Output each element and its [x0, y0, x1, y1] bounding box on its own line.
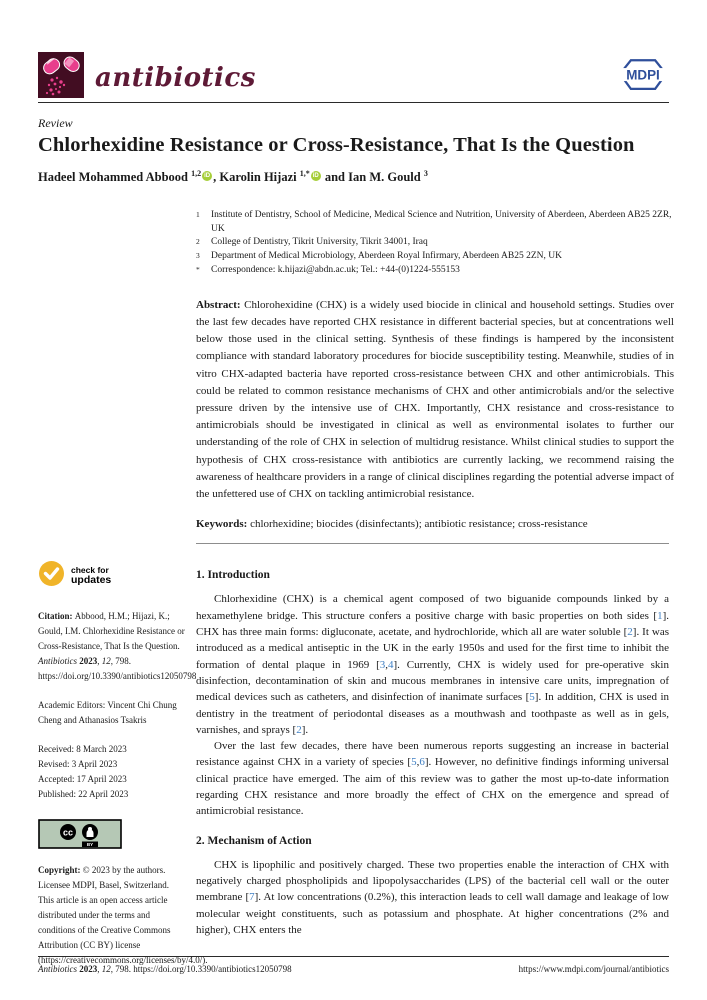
article-title: Chlorhexidine Resistance or Cross-Resistance, That Is the Question: [38, 134, 635, 156]
author-separator: and: [321, 169, 349, 184]
citation-ref[interactable]: 6: [419, 756, 425, 769]
author-name: Ian M. Gould: [348, 169, 421, 184]
page-header: [38, 55, 669, 103]
section-heading: 2. Mechanism of Action: [196, 834, 312, 847]
author-affil-sup: 1,2: [191, 168, 202, 178]
body-paragraph: CHX is lipophilic and positively charged. These two properties enable the interaction of CHX with negatively charged phospholipids and lipopolysaccharides (LPS) of the bacterial cell wall or the outer membrane [7]. At low concentrations (0.2%), this interaction leads to cell wall damage and leakage of low molecular weight constituents, such as potassium and phosphate. At higher concentrations (2% and higher), CHX enters the: [196, 858, 670, 937]
svg-text:MDPI: MDPI: [626, 67, 660, 83]
author-line: [38, 169, 669, 185]
affiliation-marker: 2: [196, 237, 200, 247]
affiliation-text: Institute of Dentistry, School of Medicine, Medical Science and Nutrition, University of Aberdeen, Aberdeen AB25 2ZR, UK: [211, 209, 672, 234]
footer-journal-url[interactable]: https://www.mdpi.com/journal/antibiotics: [518, 964, 669, 974]
journal-logo[interactable]: [38, 52, 256, 103]
citation-ref[interactable]: 5: [411, 756, 417, 769]
citation-ref[interactable]: 5: [529, 691, 535, 704]
text-part: Antibiotics: [38, 656, 80, 667]
author-affil-sup: 1,*: [299, 168, 310, 178]
cc-by-license-badge[interactable]: [38, 819, 186, 854]
text-part: 12: [101, 964, 111, 974]
citation-ref[interactable]: 4: [388, 658, 394, 671]
check-for-updates-label: check for updates: [71, 565, 112, 587]
section-divider: [196, 543, 669, 544]
text-part: Abbood, H.M.; Hijazi, K.; Gould, I.M. Chlorhexidine Resistance or Cross-Resistance, That Is the Question.: [38, 611, 185, 652]
text-part: 2023: [79, 656, 98, 667]
citation-ref[interactable]: 3: [379, 658, 386, 671]
page-footer: [38, 956, 669, 974]
text-part: ,: [97, 964, 102, 974]
abstract-text: Chlorohexidine (CHX) is a widely used biocide in clinical and household settings. Studies over the last few decades have reported CHX resistance in different bacterial species, but at concentrations well below those used in the clinical setting. Synthesis of these findings is hampered by the inconsistent compliance with standard laboratory procedures for biocide susceptibility testing. Meanwhile, studies of in vitro CHX-adapted bacteria have reported cross-resistance between CHX and other antimicrobials. This could be related to common resistance mechanisms of CHX and other antimicrobials and/or the selective pressure driven by the intensive use of CHX. Importantly, CHX resistance and cross-resistance to antimicrobials should be investigated in clinical as well as environmental isolates to further our understanding of the role of CHX in selection of multidrug resistance. Whilst clinical studies to support the hypothesis of CHX cross-resistance with antibiotics are currently lacking, we recommend raising the awareness of healthcare providers in a range of clinical disciplines regarding the potential adverse impact of the unfettered use of CHX on tackling antimicrobial resistance.: [196, 298, 675, 500]
correspondence-text[interactable]: Correspondence: k.hijazi@abdn.ac.uk; Tel.: +44-(0)1224-555153: [211, 264, 460, 275]
body-paragraph: Chlorhexidine (CHX) is a chemical agent composed of two biguanide compounds linked by a hexamethylene bridge. This structure confers a positive charge with basic properties on both sides [1]. CHX has three main forms: digluconate, acetate, and hydrochloride, which all are water soluble [2]. It was introduced as a medical antiseptic in the UK in the early 1950s and used for the first time to inhibit the formation of dental plaque in 1969 [3,4]. Currently, CHX is widely used for pre-operative skin disinfection, decontamination of skin and mucous membranes in intensive care units, impregnation of medical devices such as catheters, and disinfection of inanimate surfaces [5]. In addition, CHX is used in dentistry in the treatment of periodontal diseases as a mouthwash and toothpaste as well as in gels, varnishes, and sprays [2].: [196, 593, 669, 736]
copyright-notice: [38, 863, 208, 968]
text-part: , 798. https://doi.org/10.3390/antibiotics12050798: [110, 964, 292, 974]
keywords-label: Keywords:: [196, 518, 248, 531]
citation-ref[interactable]: 7: [249, 891, 255, 904]
published-date: Published: 22 April 2023: [38, 789, 129, 800]
revised-date: Revised: 3 April 2023: [38, 759, 118, 770]
affiliation-item: [196, 209, 674, 237]
footer-citation[interactable]: [38, 964, 292, 974]
orcid-icon[interactable]: iD: [204, 172, 211, 179]
article-history: [38, 742, 186, 802]
orcid-icon[interactable]: iD: [312, 172, 319, 179]
citation-ref[interactable]: 2: [627, 626, 633, 639]
affiliation-marker: 3: [196, 251, 200, 261]
affiliation-item: [196, 250, 674, 264]
received-date: Received: 8 March 2023: [38, 744, 127, 755]
crossmark-check-icon: [38, 560, 65, 592]
text-part: Antibiotics: [38, 964, 80, 974]
correspondence-item: [196, 264, 674, 278]
article-type: Review: [38, 116, 73, 130]
article-meta-sidebar: [38, 558, 208, 968]
affiliation-marker: 1: [196, 209, 200, 219]
text-part: Copyright:: [38, 865, 83, 876]
mdpi-logo[interactable]: [617, 55, 669, 100]
academic-editors: Academic Editors: Vincent Chi Chung Cheng and Athanasios Tsakris: [38, 700, 177, 726]
affiliation-text: Department of Medical Microbiology, Aberdeen Royal Infirmary, Aberdeen AB25 2ZN, UK: [211, 251, 562, 262]
svg-text:BY: BY: [86, 842, 94, 848]
author-name: Hadeel Mohammed Abbood: [38, 169, 189, 184]
svg-text:cc: cc: [62, 827, 74, 838]
text-part: ,: [97, 656, 102, 667]
affiliation-item: [196, 236, 674, 250]
antibiotics-pills-icon: [38, 52, 84, 103]
text-part: 12: [101, 656, 111, 667]
text-part: © 2023 by the authors. Licensee MDPI, Basel, Switzerland. This article is an open access article distributed under the terms and conditions of the Creative Commons Attribution (CC BY) license (https://creativecommons.org/licenses/by/4.0/).: [38, 865, 208, 966]
author-name: Karolin Hijazi: [219, 169, 297, 184]
author-separator: ,: [213, 169, 220, 184]
check-for-updates-badge[interactable]: [38, 560, 186, 592]
section-heading: 1. Introduction: [196, 569, 270, 582]
citation-ref[interactable]: 1: [657, 609, 663, 622]
affiliations-list: [196, 209, 674, 278]
abstract-label: Abstract:: [196, 298, 241, 311]
accepted-date: Accepted: 17 April 2023: [38, 774, 127, 785]
abstract: [196, 297, 674, 503]
author-affil-sup: 3: [423, 168, 428, 178]
article-body: [196, 558, 669, 968]
correspondence-marker: *: [196, 264, 200, 274]
citation-ref[interactable]: 2: [296, 723, 302, 736]
keywords: [196, 518, 674, 530]
text-part: 2023: [79, 964, 98, 974]
journal-name: antibiotics: [95, 62, 256, 93]
text-part: , 798. https://doi.org/10.3390/antibiotics12050798: [38, 656, 197, 682]
text-part: Citation:: [38, 611, 75, 622]
affiliation-text: College of Dentistry, Tikrit University, Tikrit 34001, Iraq: [211, 237, 428, 248]
citation-block: [38, 609, 197, 684]
body-paragraph: Over the last few decades, there have been numerous reports suggesting an increase in bacterial resistance against CHX in a variety of species [5,6]. However, no definitive findings informing universal clinical practice have emerged. The aim of this review was to gather the most up-to-date information regarding CHX resistance and more broadly the effect of CHX on the emergence and spread of antimicrobial resistance.: [196, 740, 670, 818]
keywords-text: chlorhexidine; biocides (disinfectants); antibiotic resistance; cross-resistance: [250, 518, 588, 531]
